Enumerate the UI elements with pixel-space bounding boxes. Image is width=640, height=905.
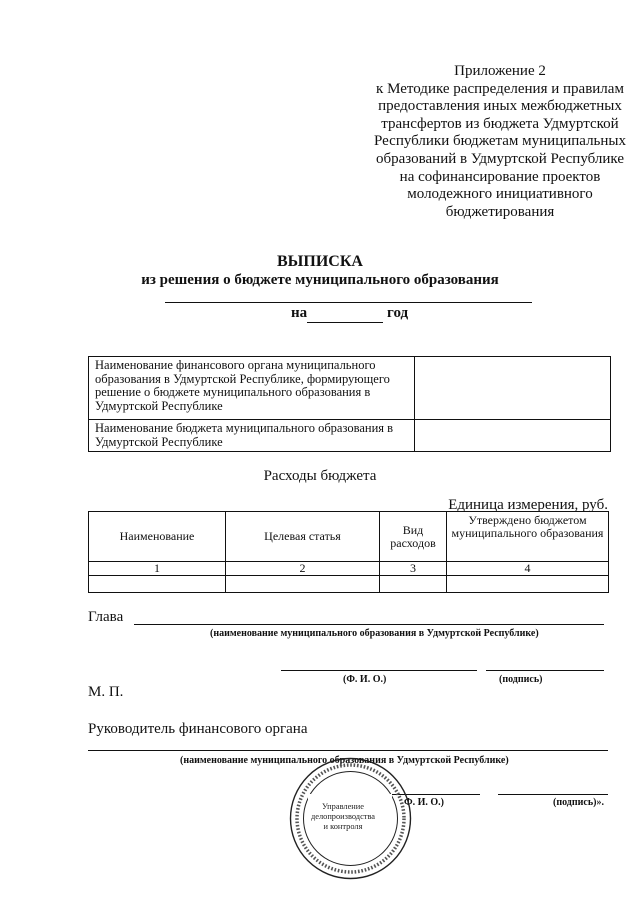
appendix-line: к Методике распределения и правилам: [376, 80, 624, 97]
document-title: ВЫПИСКА: [277, 253, 363, 270]
head-blank-line: [134, 624, 604, 625]
seal-place-label: М. П.: [88, 684, 124, 700]
appendix-line: на софинансирование проектов: [399, 168, 601, 185]
stamp-text-line: делопроизводства: [310, 812, 376, 821]
sign2-blank-line: [498, 794, 608, 795]
header-cell: Утверждено бюджетом муниципального образования: [447, 512, 609, 562]
empty-cell: [447, 576, 609, 593]
year-blank-line: [307, 322, 383, 323]
expenses-table: [88, 511, 609, 593]
head-caption: (наименование муниципального образования в Удмуртской Республике): [210, 628, 539, 639]
empty-cell: [380, 576, 447, 593]
date-prefix: на: [291, 305, 308, 321]
appendix-line: молодежного инициативного: [407, 186, 593, 203]
number-cell: 4: [447, 562, 609, 576]
sign-caption: (подпись): [499, 674, 543, 685]
sign2-caption: (подпись)».: [553, 797, 604, 808]
appendix-line: Приложение 2: [454, 63, 546, 79]
number-cell: 2: [226, 562, 380, 576]
head-label: Глава: [88, 609, 124, 625]
table-row: [89, 512, 609, 562]
empty-cell: [226, 576, 380, 593]
date-suffix: год: [387, 305, 409, 321]
appendix-header: [330, 63, 640, 221]
municipality-blank-line: [165, 302, 532, 303]
info-label: Наименование бюджета муниципального образования в Удмуртской Республике: [89, 420, 415, 452]
finance-blank-line: [88, 750, 608, 751]
fio-caption: (Ф. И. О.): [343, 674, 387, 685]
table-row: [89, 562, 609, 576]
unit-label: Единица измерения, руб.: [448, 497, 608, 513]
header-cell: Целевая статья: [226, 512, 380, 562]
appendix-line: образований в Удмуртской Республике: [376, 150, 624, 167]
table-row: [89, 420, 611, 452]
number-cell: 1: [89, 562, 226, 576]
number-cell: 3: [380, 562, 447, 576]
info-table: [88, 356, 611, 452]
appendix-line: бюджетирования: [445, 203, 555, 220]
fio-blank-line: [281, 670, 477, 671]
document-subtitle: из решения о бюджете муниципального образования: [141, 272, 499, 288]
fio2-caption: Ф. И. О.): [404, 797, 444, 808]
stamp-text-line: Управление: [321, 802, 365, 811]
info-value: [415, 357, 611, 420]
header-cell: Наименование: [89, 512, 226, 562]
table-row: [89, 576, 609, 593]
sign-blank-line: [486, 670, 604, 671]
info-value: [415, 420, 611, 452]
stamp-text-line: и контроля: [323, 822, 363, 831]
table-row: [89, 357, 611, 420]
finance-caption: (наименование муниципального образования в Удмуртской Республике): [180, 755, 509, 766]
finance-head-label: Руководитель финансового органа: [88, 721, 308, 737]
info-label: Наименование финансового органа муниципального образования в Удмуртской Республике, формирующего решение о бюджете муниципального образования в Удмуртской Республике: [89, 357, 415, 420]
appendix-line: предоставления иных межбюджетных: [378, 98, 622, 115]
header-cell: Вид расходов: [380, 512, 447, 562]
appendix-line: трансфертов из бюджета Удмуртской: [381, 115, 619, 132]
empty-cell: [89, 576, 226, 593]
round-stamp: [288, 756, 413, 881]
appendix-line: Республики бюджетам муниципальных: [373, 133, 627, 150]
expenses-title: Расходы бюджета: [263, 468, 377, 484]
